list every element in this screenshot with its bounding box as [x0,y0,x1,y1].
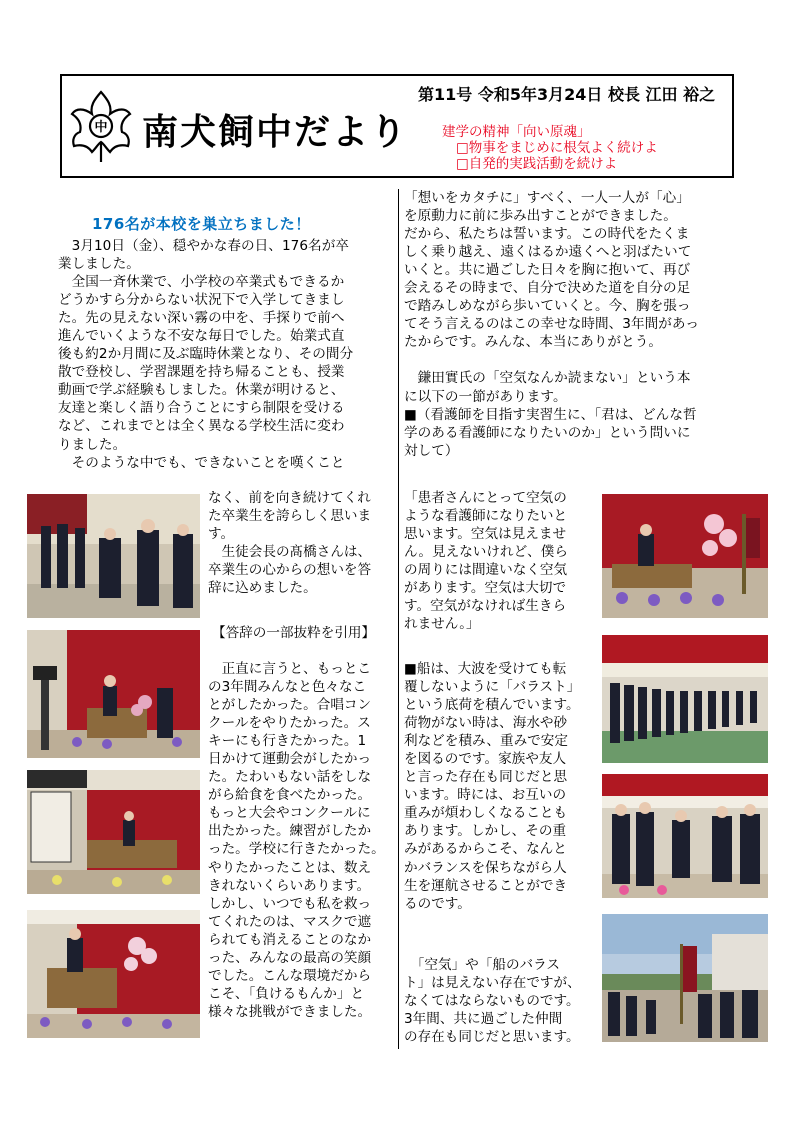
text-line: など、これまでとは全く異なる学校生活に変わ [58,418,345,435]
photo-graduates-exit [602,774,768,898]
text-line: 友達と楽しく語り合うことにすら制限を受ける [58,400,345,417]
text-line: ような看護師になりたいと [404,508,568,525]
text-line: がら給食を食べたかった。 [208,787,372,804]
farewell-speech-text [208,660,385,1021]
text-line: を図るのです。家族や友人 [404,751,567,768]
text-line: す。 [208,526,235,543]
text-line: 荷物がない時は、海水や砂 [404,715,568,732]
text-line: った。学校に行きたかった。 [208,841,385,858]
text-line: なくてはならないものです。 [404,993,580,1010]
school-motto-label: 建学の精神「向い原魂」 [442,124,591,140]
text-line: の3年間みんなと色々なこ [208,679,367,696]
text-line: 動画で学ぶ経験もしました。休業が明けると、 [58,382,345,399]
text-line: あります。しかし、その重 [404,823,567,840]
photo-graduates-procession [27,494,200,618]
text-line: 様々な挑戦ができました。 [208,1003,372,1020]
school-motto-item: □物事をまじめに根気よく続けよ [456,140,658,156]
text-line: かバランスを保ちながら人 [404,859,567,876]
text-line: どうかすら分からない状況下で入学してきまし [58,292,345,309]
text-line: 出たかった。練習がしたか [208,823,372,840]
text-line: 「想いをカタチに」すべく、一人一人が「心」 [404,190,690,206]
text-line: 「患者さんにとって空気の [404,490,567,506]
text-line: 進んでいくような不安な毎日でした。始業式直 [58,328,345,345]
text-line: 覆しないように「バラスト」 [404,679,581,696]
text-line: 辞に込めました。 [208,580,317,597]
text-line: しく乗り越え、遠くはるか遠くへと羽ばたいて [404,244,692,261]
text-line: があります。空気は大切で [404,580,567,597]
text-line: 生を運航させることができ [404,877,568,894]
text-line: います。時には、お互いの [404,787,567,804]
text-line: を原動力に前に歩み出すことができました。 [404,208,677,225]
photo-outdoor-sendoff [602,914,768,1042]
text-line: しかし、いつでも私を救っ [208,895,372,912]
photo-podium-flowers [602,494,768,618]
text-line: 思います。空気は見えませ [404,526,567,543]
svg-text:中: 中 [94,120,108,135]
text-line: たからです。みんな、本当にありがとう。 [404,334,663,351]
school-motto-item: □自発的実践活動を続けよ [456,156,618,172]
photo-graduates-lineup [602,635,768,763]
text-line: るのです。 [404,895,471,912]
text-line: 生徒会長の髙橋さんは、 [208,544,372,561]
text-line: た。たわいもない話をしな [208,769,372,786]
text-line: った、みんなの最高の笑顔 [208,949,372,966]
text-line: 利などを積み、重みで安定 [404,733,568,750]
photo-speech-podium [27,630,200,758]
text-line: やりたかったことは、数え [208,859,372,876]
issue-info: 第11号 令和5年3月24日 校長 江田 裕之 [418,85,716,104]
right-column-text [404,189,742,460]
text-line: 全国一斉休業で、小学校の卒業式もできるか [58,274,345,291]
text-line: だから、私たちは誓います。この時代をたくま [404,226,690,243]
photo-stage-certificate [27,770,200,894]
text-line: 鎌田實氏の「空気なんか読まない」という本 [404,370,691,387]
text-line: 後も約2か月間に及ぶ臨時休業となり、その間分 [58,346,354,363]
text-line: てくれたのは、マスクで遮 [208,913,372,930]
text-line: で踏みしめながら歩いていくと。今、胸を張っ [404,298,691,315]
column-divider [398,189,399,1049]
text-line: た卒業生を誇らしく思いま [208,508,372,525]
photo-student-reply [27,910,200,1038]
text-line: す。空気がなければ生きら [404,598,567,615]
school-crest-icon [68,88,134,166]
text-line: でした。こんな環境だから [208,967,372,984]
text-line: 正直に言うと、もっとこ [208,661,372,677]
text-line: いくと。共に過ごした日々を胸に抱いて、再び [404,262,691,279]
text-line: と言った存在も同じだと思 [404,769,568,786]
article-headline: 176名が本校を巣立ちました！ [92,215,311,233]
text-line: 重みが煩わしくなることも [404,805,568,822]
left-column-text [58,237,396,472]
nurse-quote-text [404,489,568,633]
speech-heading: 【答辞の一部抜粋を引用】 [212,625,376,641]
text-line: 3月10日（金）、穏やかな春の日、176名が卒 [58,238,349,254]
text-line: れません。」 [404,616,480,633]
text-line: た。先の見えない深い霧の中を、手探りで前へ [58,310,345,327]
text-line: 対して） [404,442,459,459]
text-line: られても消えることのなか [208,931,372,948]
text-line: てそう言えるのはこの幸せな時間、3年間があっ [404,316,700,333]
text-line: の存在も同じだと思います。 [404,1029,580,1046]
text-line: りました。 [58,436,127,453]
graduates-paragraph [208,489,371,597]
text-line: ト」は見えない存在ですが、 [404,975,581,992]
text-line: ■船は、大波を受けても転 [404,661,567,677]
text-line: こそ、「負けるもんか」と [208,985,365,1002]
text-line: ■（看護師を目指す実習生に、「君は、どんな哲 [404,406,697,423]
text-line: もっと大会やコンクールに [208,805,371,822]
text-line: 学のある看護師になりたいのか」という問いに [404,424,691,441]
text-line: そのような中でも、できないことを嘆くこと [58,454,345,471]
text-line: に以下の一節があります。 [404,388,567,405]
text-line: 業しました。 [58,256,140,273]
text-line: きれないくらいあります。 [208,877,371,894]
text-line: という底荷を積んでいます。 [404,697,580,714]
text-line: クールをやりたかった。ス [208,715,371,732]
text-line: なく、前を向き続けてくれ [208,490,371,506]
text-line: キーにも行きたかった。1 [208,733,367,750]
closing-text [404,956,581,1046]
text-line: 「空気」や「船のバラス [404,957,560,973]
text-line [404,351,742,369]
newsletter-title: 南犬飼中だより [142,112,409,153]
text-line: 会えるその時まで、自分で決めた道を自分の足 [404,280,691,297]
text-line: 3年間、共に過ごした仲間 [404,1011,563,1028]
text-line: とがしたかった。合唱コン [208,697,372,714]
text-line: 散で登校し、学習課題を持ち帰ることも、授業 [58,364,345,381]
ship-ballast-text [404,660,580,913]
text-line: 日かけて運動会がしたかっ [208,751,372,768]
text-line: の周りには間違いなく空気 [404,562,568,579]
text-line: みがあるからこそ、なんと [404,841,567,858]
text-line: ん。見えないけれど、僕ら [404,544,568,561]
text-line: 卒業生の心からの想いを答 [208,562,372,579]
